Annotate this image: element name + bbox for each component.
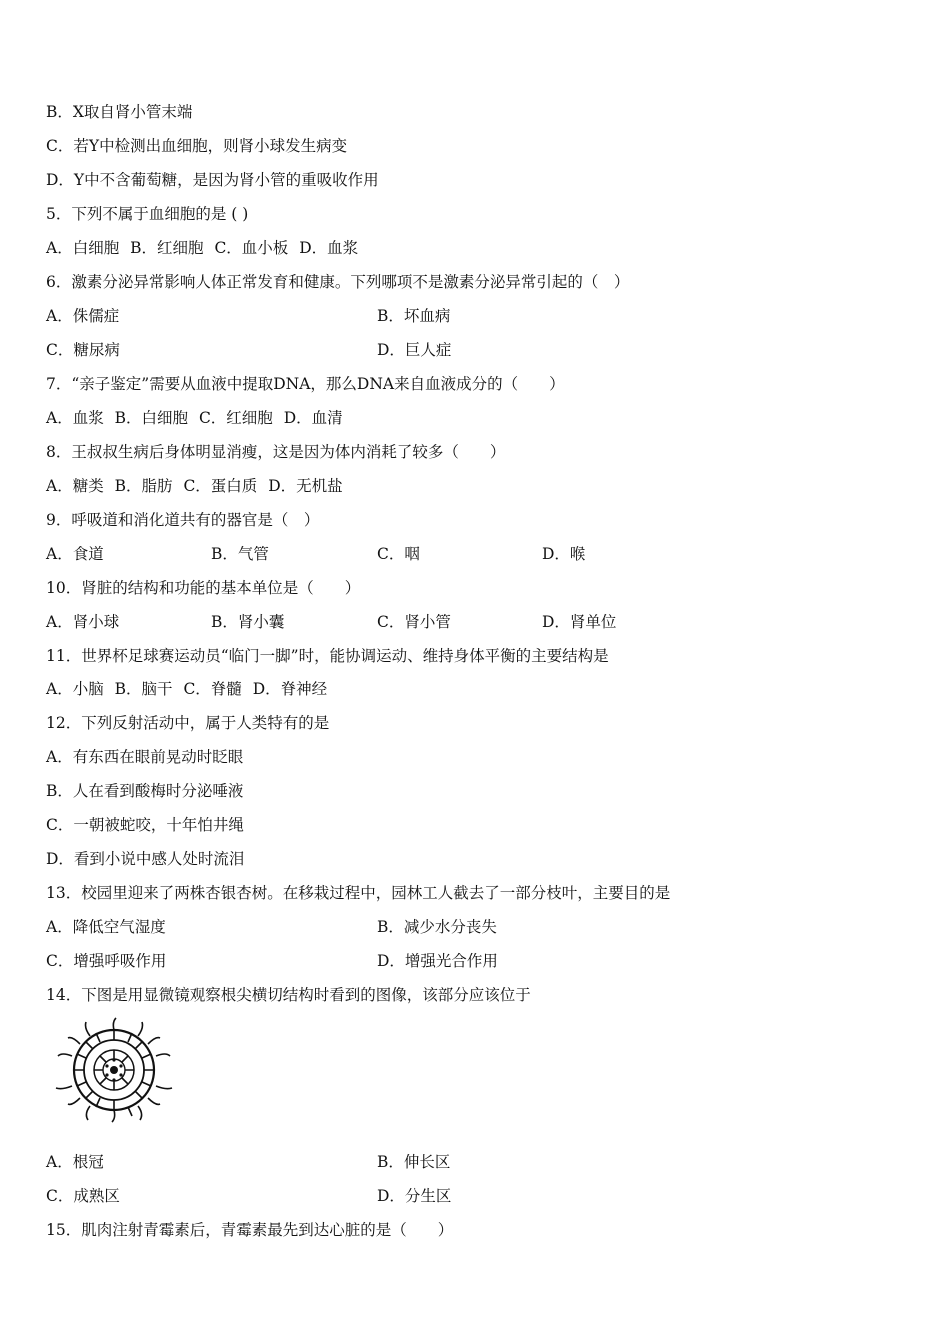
q5-options: A．白细胞 B．红细胞 C．血小板 D．血浆 [46,239,359,257]
q9-stem: 9．呼吸道和消化道共有的器官是（ ） [46,511,320,529]
q12-option-d: D．看到小说中感人处时流泪 [46,850,245,868]
q7-stem: 7．“亲子鉴定”需要从血液中提取DNA，那么DNA来自血液成分的（ ） [46,375,565,393]
q9-option-b: B．气管 [211,545,269,563]
q9-option-c: C．咽 [377,545,420,563]
q10-option-b: B．肾小囊 [211,613,285,631]
q4-option-c: C．若Y中检测出血细胞，则肾小球发生病变 [46,137,348,155]
q10-stem: 10．肾脏的结构和功能的基本单位是（ ） [46,579,361,597]
q15-stem: 15．肌肉注射青霉素后，青霉素最先到达心脏的是（ ） [46,1221,454,1239]
q6-option-c: C．糖尿病 [46,341,120,359]
q13-option-a: A．降低空气湿度 [46,918,166,936]
q6-option-b: B．坏血病 [377,307,451,325]
q6-option-a: A．侏儒症 [46,307,120,325]
q12-stem: 12．下列反射活动中，属于人类特有的是 [46,714,330,732]
q14-option-a: A．根冠 [46,1153,104,1171]
q4-option-d: D．Y中不含葡萄糖，是因为肾小管的重吸收作用 [46,171,379,189]
q10-option-d: D．肾单位 [542,613,617,631]
q9-option-d: D．喉 [542,545,586,563]
q12-option-c: C．一朝被蛇咬，十年怕井绳 [46,816,244,834]
q10-option-c: C．肾小管 [377,613,451,631]
q8-options: A．糖类 B．脂肪 C．蛋白质 D．无机盐 [46,477,343,495]
q13-option-d: D．增强光合作用 [377,952,498,970]
root-cross-section-figure [50,1016,178,1124]
q7-options: A．血浆 B．白细胞 C．红细胞 D．血清 [46,409,343,427]
q14-stem: 14．下图是用显微镜观察根尖横切结构时看到的图像，该部分应该位于 [46,986,531,1004]
q13-stem: 13．校园里迎来了两株杏银杏树。在移栽过程中，园林工人截去了一部分枝叶，主要目的是 [46,884,671,902]
q11-stem: 11．世界杯足球赛运动员“临门一脚”时，能协调运动、维持身体平衡的主要结构是 [46,647,609,665]
q12-option-b: B．人在看到酸梅时分泌唾液 [46,782,244,800]
q12-option-a: A．有东西在眼前晃动时眨眼 [46,748,244,766]
q5-stem: 5．下列不属于血细胞的是 ( ) [46,205,249,223]
q11-options: A．小脑 B．脑干 C．脊髓 D．脊神经 [46,680,328,698]
q13-option-c: C．增强呼吸作用 [46,952,167,970]
q8-stem: 8．王叔叔生病后身体明显消瘦，这是因为体内消耗了较多（ ） [46,443,506,461]
q13-option-b: B．减少水分丧失 [377,918,497,936]
q6-option-d: D．巨人症 [377,341,452,359]
q6-stem: 6．激素分泌异常影响人体正常发育和健康。下列哪项不是激素分泌异常引起的（ ） [46,273,630,291]
q9-option-a: A．食道 [46,545,104,563]
q10-option-a: A．肾小球 [46,613,120,631]
q14-option-c: C．成熟区 [46,1187,120,1205]
q14-option-b: B．伸长区 [377,1153,451,1171]
q4-option-b: B．X取自肾小管末端 [46,103,193,121]
q14-option-d: D．分生区 [377,1187,452,1205]
